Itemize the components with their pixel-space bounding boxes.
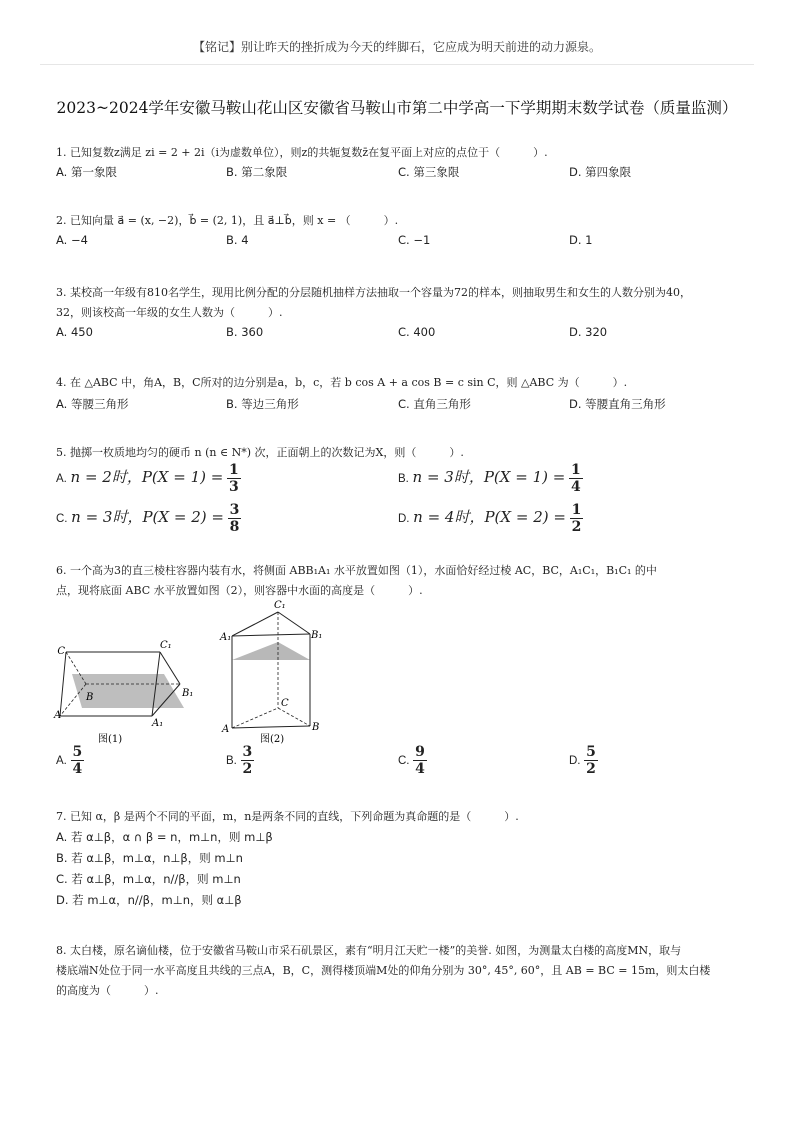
option-a[interactable]: A. 第一象限 [56, 165, 117, 179]
label-a1: A₁ [152, 718, 164, 729]
denominator: 2 [586, 761, 596, 777]
option-a[interactable]: A. 若 α⊥β，α ∩ β = n，m⊥n，则 m⊥β [56, 830, 273, 844]
option-d[interactable]: D. 等腰直角三角形 [569, 397, 666, 411]
label-c: C [57, 646, 65, 657]
label-a: A [222, 724, 230, 735]
fraction [413, 744, 427, 777]
question-number: 8. [56, 944, 67, 957]
question-stem: 某校高一年级有810名学生，现用比例分配的分层随机抽样方法抽取一个容量为72的样本，则抽取男生和女生的人数分别为40， [70, 286, 691, 299]
question-stem: 抛掷一枚质地均匀的硬币 n (n ∈ N*) 次，正面朝上的次数记为X，则（ ）. [70, 446, 464, 459]
option-label: B. [398, 473, 409, 485]
option-b[interactable]: B. 第二象限 [226, 165, 288, 179]
option-label: D. [569, 755, 581, 767]
label-b: B [312, 722, 320, 733]
fraction [570, 502, 584, 535]
question-6-options [56, 744, 746, 784]
question-6 [56, 561, 746, 601]
numerator: 5 [586, 744, 596, 760]
figure-1-prism-horizontal [52, 640, 202, 750]
question-number: 4. [56, 376, 67, 389]
question-stem-line-2: 楼底端N处位于同一水平高度且共线的三点A，B，C，测得楼顶端M处的仰角分别为 30°, 45°, 60°，且 AB = BC = 15m，则太白楼 [56, 964, 711, 977]
denominator: 4 [72, 761, 83, 777]
option-c[interactable] [56, 502, 241, 535]
option-label: C. [398, 755, 410, 767]
option-d[interactable] [569, 744, 598, 777]
figure-caption: 图(2) [260, 734, 285, 745]
option-c[interactable]: C. −1 [398, 233, 431, 247]
question-stem-line-3: 的高度为（ ）. [56, 984, 159, 997]
numerator: 3 [229, 502, 240, 518]
option-a[interactable]: A. −4 [56, 233, 88, 247]
option-label: A. [56, 473, 67, 485]
option-label: B. [226, 755, 237, 767]
option-c[interactable] [398, 744, 427, 777]
question-5-options [56, 462, 746, 542]
label-b: B [86, 692, 94, 703]
denominator: 2 [242, 761, 253, 777]
question-stem: 一个高为3的直三棱柱容器内装有水，将侧面 ABB₁A₁ 水平放置如图（1），水面恰好经过棱 AC，BC，A₁C₁，B₁C₁ 的中 [70, 564, 657, 577]
question-stem: 太白楼，原名谪仙楼，位于安徽省马鞍山市采石矶景区，素有“明月江天贮一楼”的美誉. 如图，为测量太白楼的高度MN，取与 [70, 944, 682, 957]
numerator: 9 [415, 744, 425, 760]
fraction [569, 462, 583, 495]
option-label: A. [56, 755, 67, 767]
label-c: C [281, 698, 289, 709]
question-4 [56, 373, 746, 393]
option-b[interactable]: B. 4 [226, 233, 249, 247]
option-text: n = 3时，P(X = 1) = [412, 468, 566, 486]
option-d[interactable]: D. 1 [569, 233, 593, 247]
option-d[interactable]: D. 若 m⊥α，n//β，m⊥n，则 α⊥β [56, 893, 242, 907]
denominator: 8 [229, 519, 240, 535]
question-number: 6. [56, 564, 67, 577]
label-c1: C₁ [274, 600, 286, 611]
option-d[interactable] [398, 502, 583, 535]
option-a[interactable]: A. 450 [56, 325, 93, 339]
option-text: n = 3时，P(X = 2) = [71, 508, 224, 526]
fraction [227, 462, 241, 495]
label-b1: B₁ [182, 688, 194, 699]
exam-title: 2023~2024学年安徽马鞍山花山区安徽省马鞍山市第二中学高一下学期期末数学试卷（质量监测） [56, 99, 738, 117]
numerator: 1 [228, 462, 239, 478]
option-b[interactable] [398, 462, 583, 495]
option-b[interactable]: B. 360 [226, 325, 264, 339]
label-b1: B₁ [311, 630, 323, 641]
label-a: A [54, 710, 62, 721]
question-5 [56, 443, 746, 463]
option-label: C. [56, 513, 68, 525]
header-divider [40, 64, 754, 65]
question-3 [56, 283, 746, 323]
label-c1: C₁ [160, 640, 172, 651]
numerator: 3 [242, 744, 253, 760]
option-a[interactable] [56, 462, 241, 495]
question-2 [56, 211, 746, 231]
question-1 [56, 143, 746, 163]
numerator: 5 [72, 744, 83, 760]
denominator: 3 [228, 479, 239, 495]
question-number: 3. [56, 286, 67, 299]
option-b[interactable]: B. 若 α⊥β，m⊥α，n⊥β，则 m⊥n [56, 851, 243, 865]
option-b[interactable]: B. 等边三角形 [226, 397, 299, 411]
option-c[interactable]: C. 若 α⊥β，m⊥α，n//β，则 m⊥n [56, 872, 241, 886]
option-d[interactable]: D. 第四象限 [569, 165, 632, 179]
motto-banner: 【铭记】别让昨天的挫折成为今天的绊脚石，它应成为明天前进的动力源泉。 [192, 40, 601, 54]
fraction [241, 744, 255, 777]
option-text: n = 2时，P(X = 1) = [70, 468, 224, 486]
option-text: n = 4时，P(X = 2) = [413, 508, 566, 526]
question-stem: 已知向量 a⃗ = (x, −2)，b⃗ = (2, 1)，且 a⃗⊥b⃗，则 x = （ ）. [70, 214, 399, 227]
denominator: 2 [571, 519, 582, 535]
question-number: 7. [56, 810, 67, 823]
numerator: 1 [570, 462, 581, 478]
question-7 [56, 807, 746, 827]
question-stem: 在 △ABC 中，角A，B，C所对的边分别是a，b，c，若 b cos A + a cos B = c sin C，则 △ABC 为（ ）. [70, 376, 628, 389]
question-stem-line-2: 点，现将底面 ABC 水平放置如图（2），则容器中水面的高度是（ ）. [56, 584, 423, 597]
denominator: 4 [570, 479, 581, 495]
question-number: 1. [56, 146, 67, 159]
question-stem: 已知复数z满足 zi = 2 + 2i（i为虚数单位），则z的共轭复数z̄在复平面上对应的点位于（ ）. [70, 146, 548, 159]
option-a[interactable] [56, 744, 84, 777]
question-stem-line-2: 32，则该校高一年级的女生人数为（ ）. [56, 306, 283, 319]
option-c[interactable]: C. 直角三角形 [398, 397, 471, 411]
fraction [228, 502, 242, 535]
figure-caption: 图(1) [98, 734, 123, 745]
option-c[interactable]: C. 400 [398, 325, 436, 339]
label-a1: A₁ [220, 632, 232, 643]
option-b[interactable] [226, 744, 254, 777]
denominator: 4 [415, 761, 425, 777]
fraction [71, 744, 85, 777]
option-a[interactable]: A. 等腰三角形 [56, 397, 129, 411]
fraction [584, 744, 598, 777]
option-c[interactable]: C. 第三象限 [398, 165, 460, 179]
question-number: 5. [56, 446, 67, 459]
figure-2-prism-vertical [218, 598, 328, 746]
option-label: D. [398, 513, 410, 525]
question-number: 2. [56, 214, 67, 227]
numerator: 1 [571, 502, 582, 518]
question-stem: 已知 α，β 是两个不同的平面，m，n是两条不同的直线，下列命题为真命题的是（ ）. [70, 810, 519, 823]
question-8 [56, 941, 746, 1001]
option-d[interactable]: D. 320 [569, 325, 608, 339]
